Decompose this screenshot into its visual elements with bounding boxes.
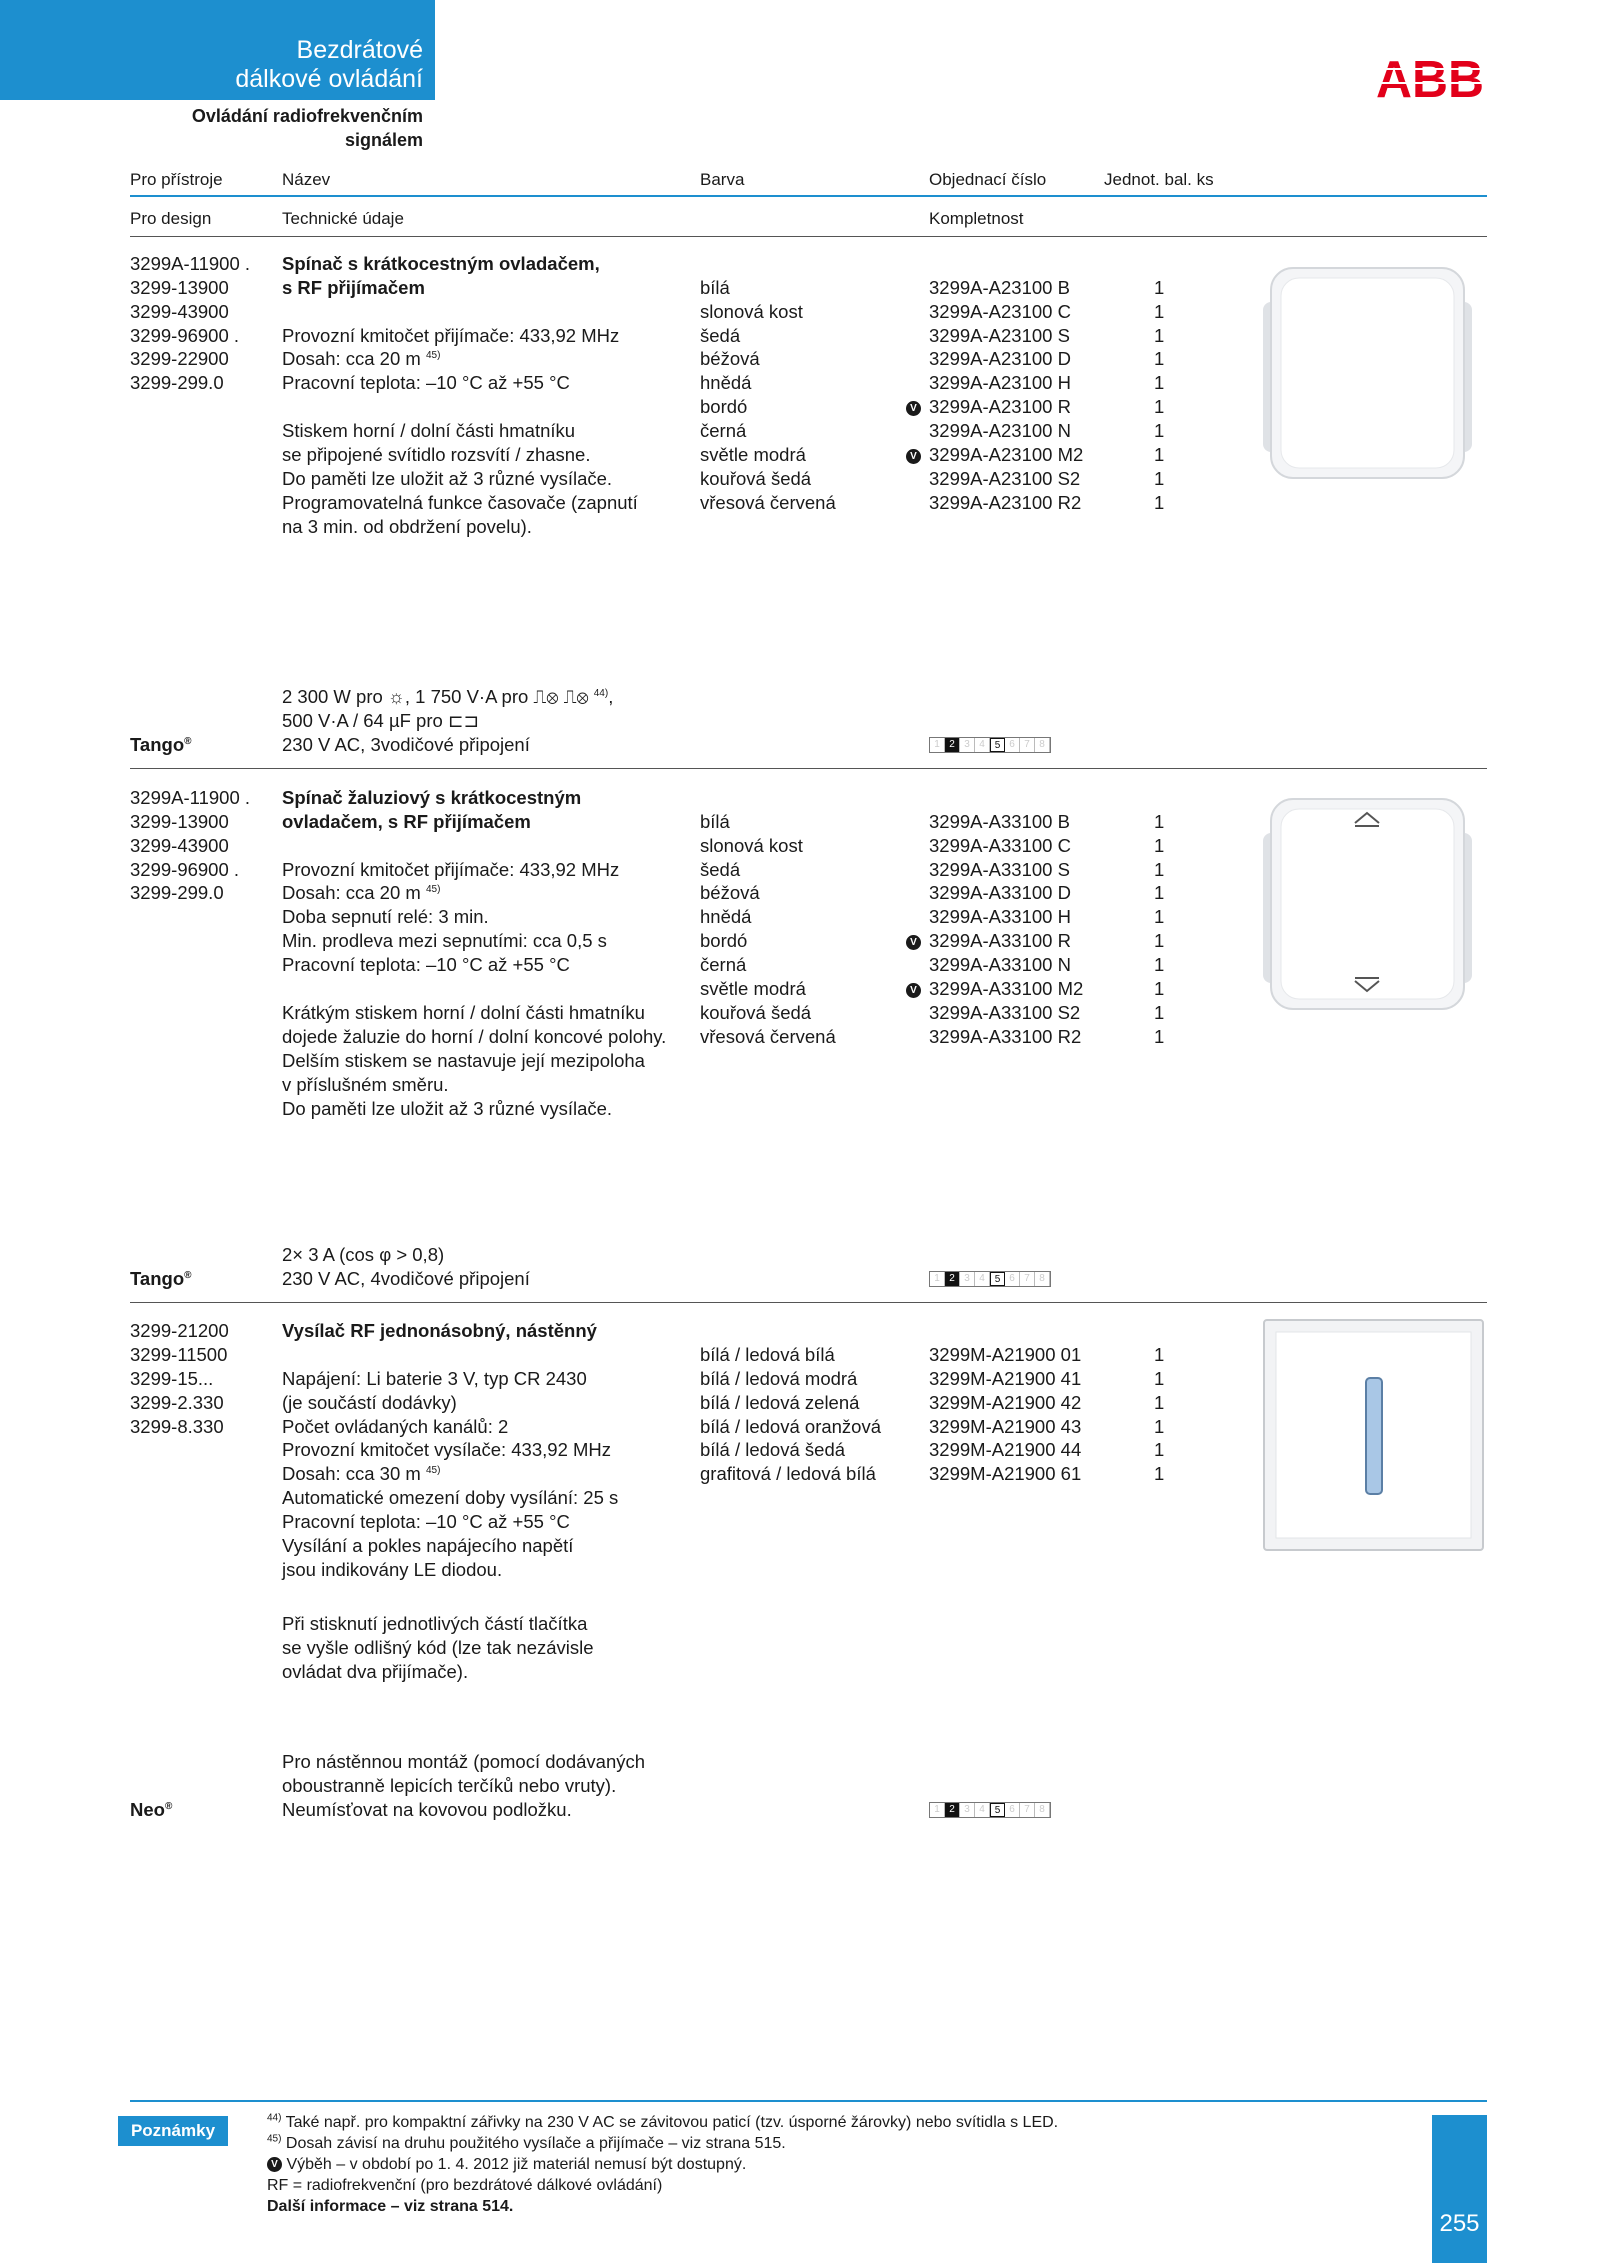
order-number: 3299M-A21900 01 bbox=[929, 1344, 1082, 1365]
desc-line: Krátkým stiskem horní / dolní části hmatníku bbox=[282, 1002, 645, 1023]
section-divider bbox=[130, 1302, 1487, 1303]
completeness-cell: 7 bbox=[1020, 1803, 1035, 1817]
connection-line: 230 V AC, 4vodičové připojení bbox=[282, 1268, 530, 1289]
load-text-end: , bbox=[608, 686, 614, 707]
color-cell: bílá bbox=[700, 811, 730, 832]
order-number: 3299A-A33100 C bbox=[929, 835, 1071, 856]
col-nazev: Název bbox=[282, 170, 331, 189]
color-cell: slonová kost bbox=[700, 301, 803, 322]
order-number: 3299A-A33100 S2 bbox=[929, 1002, 1081, 1023]
completeness-cell: 6 bbox=[1005, 1803, 1020, 1817]
completeness-indicator bbox=[929, 1802, 1051, 1818]
discontinued-icon bbox=[906, 443, 921, 467]
load-line: 500 V·A / 64 µF pro ⊏⊐ bbox=[282, 710, 479, 731]
product-title: s RF přijímačem bbox=[282, 277, 425, 298]
notes-label: Poznámky bbox=[118, 2116, 228, 2146]
qty-cell: 1 bbox=[1154, 1392, 1165, 1413]
device-code: 3299A-11900 . bbox=[130, 253, 251, 274]
device-code: 3299-15... bbox=[130, 1368, 214, 1389]
device-code: 3299-21200 bbox=[130, 1320, 229, 1341]
footnote-text: Také např. pro kompaktní zářivky na 230 V AC se závitovou paticí (tzv. úsporné žárovky) nebo svítidla s LED. bbox=[285, 2114, 1059, 2131]
col-technicke-udaje: Technické údaje bbox=[282, 209, 404, 228]
footnote-44 bbox=[267, 2112, 1058, 2133]
footnote-text: Výběh – v období po 1. 4. 2012 již materiál nemusí být dostupný. bbox=[286, 2156, 747, 2173]
qty-cell: 1 bbox=[1154, 1344, 1165, 1365]
order-number: 3299A-A33100 S bbox=[929, 859, 1070, 880]
col-pro-design: Pro design bbox=[130, 209, 212, 228]
completeness-cell: 5 bbox=[990, 1272, 1005, 1286]
spec-line: (je součástí dodávky) bbox=[282, 1392, 457, 1413]
qty-cell: 1 bbox=[1154, 444, 1165, 465]
color-cell: šedá bbox=[700, 325, 741, 346]
section-title-line2: dálkové ovládání bbox=[235, 65, 423, 93]
more-info-link: Další informace – viz strana 514. bbox=[267, 2198, 514, 2215]
order-number: 3299A-A23100 R2 bbox=[929, 492, 1082, 513]
device-code: 3299-11500 bbox=[130, 1344, 228, 1365]
color-cell: kouřová šedá bbox=[700, 468, 812, 489]
completeness-cell: 1 bbox=[930, 1272, 945, 1286]
mount-line: Pro nástěnnou montáž (pomocí dodávaných bbox=[282, 1751, 646, 1772]
color-cell: hnědá bbox=[700, 372, 752, 393]
completeness-cell: 1 bbox=[930, 1803, 945, 1817]
completeness-cell: 5 bbox=[990, 1803, 1005, 1817]
load-line bbox=[282, 685, 613, 709]
discontinued-icon bbox=[906, 929, 921, 953]
desc-line: ovládat dva přijímače). bbox=[282, 1661, 469, 1682]
color-cell: šedá bbox=[700, 859, 741, 880]
header-rule-2 bbox=[130, 236, 1487, 237]
completeness-cell: 7 bbox=[1020, 738, 1035, 752]
v-mark: V bbox=[906, 935, 921, 950]
order-number: 3299A-A23100 N bbox=[929, 420, 1071, 441]
order-number: 3299A-A23100 B bbox=[929, 277, 1070, 298]
order-number: 3299M-A21900 44 bbox=[929, 1439, 1082, 1460]
color-cell: bílá / ledová zelená bbox=[700, 1392, 860, 1413]
registered-mark: ® bbox=[184, 1269, 192, 1281]
desc-line: se vyšle odlišný kód (lze tak nezávisle bbox=[282, 1637, 594, 1658]
col-pro-pristroje: Pro přístroje bbox=[130, 170, 223, 189]
completeness-cell: 3 bbox=[960, 1803, 975, 1817]
qty-cell: 1 bbox=[1154, 1463, 1165, 1484]
discontinued-icon bbox=[906, 977, 921, 1001]
completeness-cell: 1 bbox=[930, 738, 945, 752]
device-code: 3299-299.0 bbox=[130, 882, 224, 903]
load-text: 2 300 W pro ☼, 1 750 V·A pro ⎍⊗ ⎍⊗ bbox=[282, 686, 589, 707]
color-cell: bílá / ledová modrá bbox=[700, 1368, 858, 1389]
completeness-cell: 4 bbox=[975, 738, 990, 752]
spec-line: Počet ovládaných kanálů: 2 bbox=[282, 1416, 509, 1437]
qty-cell: 1 bbox=[1154, 811, 1165, 832]
spec-line: Provozní kmitočet přijímače: 433,92 MHz bbox=[282, 325, 620, 346]
notes-rule bbox=[130, 2100, 1487, 2102]
completeness-cell: 6 bbox=[1005, 738, 1020, 752]
product-title: Spínač žaluziový s krátkocestným bbox=[282, 787, 582, 808]
registered-mark: ® bbox=[184, 735, 192, 747]
color-cell: hnědá bbox=[700, 906, 752, 927]
order-number: 3299M-A21900 43 bbox=[929, 1416, 1082, 1437]
qty-cell: 1 bbox=[1154, 1416, 1165, 1437]
desc-line: Do paměti lze uložit až 3 různé vysílače. bbox=[282, 1098, 613, 1119]
design-name bbox=[130, 733, 192, 757]
desc-line: v příslušném směru. bbox=[282, 1074, 449, 1095]
order-number: 3299A-A33100 D bbox=[929, 882, 1071, 903]
qty-cell: 1 bbox=[1154, 1026, 1165, 1047]
color-cell: bordó bbox=[700, 930, 748, 951]
qty-cell: 1 bbox=[1154, 277, 1165, 298]
qty-cell: 1 bbox=[1154, 882, 1165, 903]
color-cell: světle modrá bbox=[700, 444, 806, 465]
order-number: 3299A-A33100 M2 bbox=[929, 978, 1084, 999]
footnote-v bbox=[267, 2154, 1058, 2175]
connection-line: 230 V AC, 3vodičové připojení bbox=[282, 734, 530, 755]
completeness-cell: 8 bbox=[1035, 1803, 1050, 1817]
desc-line: Delším stiskem se nastavuje její mezipoloha bbox=[282, 1050, 645, 1071]
svg-text:ABB: ABB bbox=[1376, 53, 1484, 101]
device-code: 3299-96900 . bbox=[130, 325, 240, 346]
spec-line: Automatické omezení doby vysílání: 25 s bbox=[282, 1487, 619, 1508]
subtitle-line2: signálem bbox=[344, 130, 423, 150]
color-cell: béžová bbox=[700, 348, 760, 369]
device-code: 3299-2.330 bbox=[130, 1392, 224, 1413]
device-code: 3299-8.330 bbox=[130, 1416, 224, 1437]
qty-cell: 1 bbox=[1154, 906, 1165, 927]
desc-line: se připojené svítidlo rozsvítí / zhasne. bbox=[282, 444, 591, 465]
spec-line: Provozní kmitočet přijímače: 433,92 MHz bbox=[282, 859, 620, 880]
subtitle-line1: Ovládání radiofrekvenčním bbox=[191, 106, 423, 126]
v-mark: V bbox=[906, 983, 921, 998]
completeness-cell: 7 bbox=[1020, 1272, 1035, 1286]
device-code: 3299-22900 bbox=[130, 348, 229, 369]
order-number: 3299M-A21900 42 bbox=[929, 1392, 1082, 1413]
discontinued-icon bbox=[906, 395, 921, 419]
completeness-cell: 5 bbox=[990, 738, 1005, 752]
qty-cell: 1 bbox=[1154, 954, 1165, 975]
footnote-ref: 45) bbox=[425, 1464, 441, 1476]
col-kompletnost: Kompletnost bbox=[929, 209, 1024, 228]
color-cell: černá bbox=[700, 420, 747, 441]
order-number: 3299A-A33100 N bbox=[929, 954, 1071, 975]
design-name bbox=[130, 1267, 192, 1291]
section-divider bbox=[130, 768, 1487, 769]
completeness-cell: 3 bbox=[960, 738, 975, 752]
desc-line: dojede žaluzie do horní / dolní koncové polohy. bbox=[282, 1026, 667, 1047]
order-number: 3299A-A23100 D bbox=[929, 348, 1071, 369]
footnote-ref: 45) bbox=[425, 883, 441, 895]
order-number: 3299A-A33100 H bbox=[929, 906, 1071, 927]
color-cell: vřesová červená bbox=[700, 492, 836, 513]
spec-line: Pracovní teplota: –10 °C až +55 °C bbox=[282, 954, 570, 975]
order-number: 3299M-A21900 41 bbox=[929, 1368, 1082, 1389]
col-barva: Barva bbox=[700, 170, 745, 189]
design-text: Tango bbox=[130, 1268, 185, 1289]
spec-line bbox=[282, 1462, 440, 1486]
color-cell: bílá / ledová bílá bbox=[700, 1344, 835, 1365]
completeness-indicator bbox=[929, 1271, 1051, 1287]
spec-line: Napájení: Li baterie 3 V, typ CR 2430 bbox=[282, 1368, 587, 1389]
abb-logo bbox=[1376, 53, 1486, 101]
spec-line: Vysílání a pokles napájecího napětí bbox=[282, 1535, 574, 1556]
qty-cell: 1 bbox=[1154, 835, 1165, 856]
order-number: 3299A-A33100 B bbox=[929, 811, 1070, 832]
device-code: 3299-299.0 bbox=[130, 372, 224, 393]
col-jednot-bal: Jednot. bal. ks bbox=[1104, 170, 1214, 189]
device-code: 3299-43900 bbox=[130, 301, 229, 322]
registered-mark: ® bbox=[164, 1800, 173, 1812]
qty-cell: 1 bbox=[1154, 301, 1165, 322]
spec-line bbox=[282, 881, 440, 905]
order-number: 3299A-A23100 M2 bbox=[929, 444, 1084, 465]
footnote-marker: 44) bbox=[267, 2112, 282, 2124]
qty-cell: 1 bbox=[1154, 978, 1165, 999]
desc-line: na 3 min. od obdržení povelu). bbox=[282, 516, 532, 537]
desc-line: Programovatelná funkce časovače (zapnutí bbox=[282, 492, 638, 513]
mount-line: oboustranně lepicích terčíků nebo vruty). bbox=[282, 1775, 617, 1796]
product-title: ovladačem, s RF přijímačem bbox=[282, 811, 531, 832]
qty-cell: 1 bbox=[1154, 372, 1165, 393]
spec-line: Provozní kmitočet vysílače: 433,92 MHz bbox=[282, 1439, 612, 1460]
device-code: 3299-43900 bbox=[130, 835, 229, 856]
completeness-cell: 8 bbox=[1035, 1272, 1050, 1286]
load-line: 2× 3 A (cos φ > 0,8) bbox=[282, 1244, 445, 1265]
completeness-cell: 4 bbox=[975, 1272, 990, 1286]
footnote-marker: 45) bbox=[267, 2133, 282, 2145]
color-cell: béžová bbox=[700, 882, 760, 903]
product-title: Vysílač RF jednonásobný, nástěnný bbox=[282, 1320, 597, 1341]
desc-line: Při stisknutí jednotlivých částí tlačítka bbox=[282, 1613, 588, 1634]
spec-line bbox=[282, 347, 440, 371]
color-cell: grafitová / ledová bílá bbox=[700, 1463, 876, 1484]
spec-line: Doba sepnutí relé: 3 min. bbox=[282, 906, 489, 927]
order-number: 3299A-A33100 R bbox=[929, 930, 1071, 951]
completeness-cell: 3 bbox=[960, 1272, 975, 1286]
header-rule bbox=[130, 195, 1487, 197]
mount-line: Neumísťovat na kovovou podložku. bbox=[282, 1799, 572, 1820]
color-cell: bordó bbox=[700, 396, 748, 417]
blind-switch-image bbox=[1255, 793, 1480, 1015]
device-code: 3299A-11900 . bbox=[130, 787, 251, 808]
qty-cell: 1 bbox=[1154, 492, 1165, 513]
spec-line: Pracovní teplota: –10 °C až +55 °C bbox=[282, 372, 570, 393]
desc-line: Stiskem horní / dolní části hmatníku bbox=[282, 420, 576, 441]
color-cell: bílá / ledová oranžová bbox=[700, 1416, 882, 1437]
spec-line: Pracovní teplota: –10 °C až +55 °C bbox=[282, 1511, 570, 1532]
order-number: 3299A-A23100 S2 bbox=[929, 468, 1081, 489]
section-title-line1: Bezdrátové bbox=[296, 36, 423, 64]
completeness-cell: 8 bbox=[1035, 738, 1050, 752]
spec-text: Dosah: cca 20 m bbox=[282, 882, 421, 903]
footnote-rf: RF = radiofrekvenční (pro bezdrátové dálkové ovládání) bbox=[267, 2177, 663, 2194]
color-cell: kouřová šedá bbox=[700, 1002, 812, 1023]
desc-line: Do paměti lze uložit až 3 různé vysílače. bbox=[282, 468, 613, 489]
color-cell: bílá bbox=[700, 277, 730, 298]
section-subtitle bbox=[123, 104, 423, 152]
v-mark: V bbox=[906, 449, 921, 464]
qty-cell: 1 bbox=[1154, 325, 1165, 346]
footnote-text: Dosah závisí na druhu použitého vysílače a přijímače – viz strana 515. bbox=[285, 2135, 786, 2152]
footnotes bbox=[267, 2112, 1058, 2217]
qty-cell: 1 bbox=[1154, 1002, 1165, 1023]
order-number: 3299A-A23100 C bbox=[929, 301, 1071, 322]
color-cell: světle modrá bbox=[700, 978, 806, 999]
completeness-cell: 6 bbox=[1005, 1272, 1020, 1286]
completeness-cell: 4 bbox=[975, 1803, 990, 1817]
v-mark: V bbox=[267, 2157, 282, 2172]
design-text: Tango bbox=[130, 734, 185, 755]
color-cell: slonová kost bbox=[700, 835, 803, 856]
qty-cell: 1 bbox=[1154, 420, 1165, 441]
device-code: 3299-13900 bbox=[130, 811, 229, 832]
spec-text: Dosah: cca 20 m bbox=[282, 348, 421, 369]
spec-line: jsou indikovány LE diodou. bbox=[282, 1559, 503, 1580]
qty-cell: 1 bbox=[1154, 348, 1165, 369]
spec-line: Min. prodleva mezi sepnutími: cca 0,5 s bbox=[282, 930, 607, 951]
qty-cell: 1 bbox=[1154, 396, 1165, 417]
qty-cell: 1 bbox=[1154, 468, 1165, 489]
completeness-cell: 2 bbox=[945, 738, 960, 752]
page-number: 255 bbox=[1432, 2115, 1487, 2263]
design-name bbox=[130, 1798, 172, 1822]
qty-cell: 1 bbox=[1154, 1368, 1165, 1389]
product-title: Spínač s krátkocestným ovladačem, bbox=[282, 253, 600, 274]
qty-cell: 1 bbox=[1154, 1439, 1165, 1460]
color-cell: černá bbox=[700, 954, 747, 975]
device-code: 3299-96900 . bbox=[130, 859, 240, 880]
qty-cell: 1 bbox=[1154, 859, 1165, 880]
v-mark: V bbox=[906, 401, 921, 416]
qty-cell: 1 bbox=[1154, 930, 1165, 951]
rf-switch-image bbox=[1255, 262, 1480, 484]
order-number: 3299A-A23100 R bbox=[929, 396, 1071, 417]
color-cell: vřesová červená bbox=[700, 1026, 836, 1047]
section-title-box bbox=[0, 0, 435, 100]
order-number: 3299A-A23100 S bbox=[929, 325, 1070, 346]
spec-text: Dosah: cca 30 m bbox=[282, 1463, 421, 1484]
col-objednaci-cislo: Objednací číslo bbox=[929, 170, 1047, 189]
color-cell: bílá / ledová šedá bbox=[700, 1439, 846, 1460]
completeness-cell: 2 bbox=[945, 1803, 960, 1817]
order-number: 3299M-A21900 61 bbox=[929, 1463, 1082, 1484]
rf-transmitter-image bbox=[1262, 1318, 1487, 1554]
completeness-indicator bbox=[929, 737, 1051, 753]
order-number: 3299A-A33100 R2 bbox=[929, 1026, 1082, 1047]
footnote-45 bbox=[267, 2133, 1058, 2154]
footnote-ref: 44) bbox=[593, 687, 609, 699]
order-number: 3299A-A23100 H bbox=[929, 372, 1071, 393]
design-text: Neo bbox=[130, 1799, 165, 1820]
device-code: 3299-13900 bbox=[130, 277, 229, 298]
footnote-ref: 45) bbox=[425, 349, 441, 361]
completeness-cell: 2 bbox=[945, 1272, 960, 1286]
